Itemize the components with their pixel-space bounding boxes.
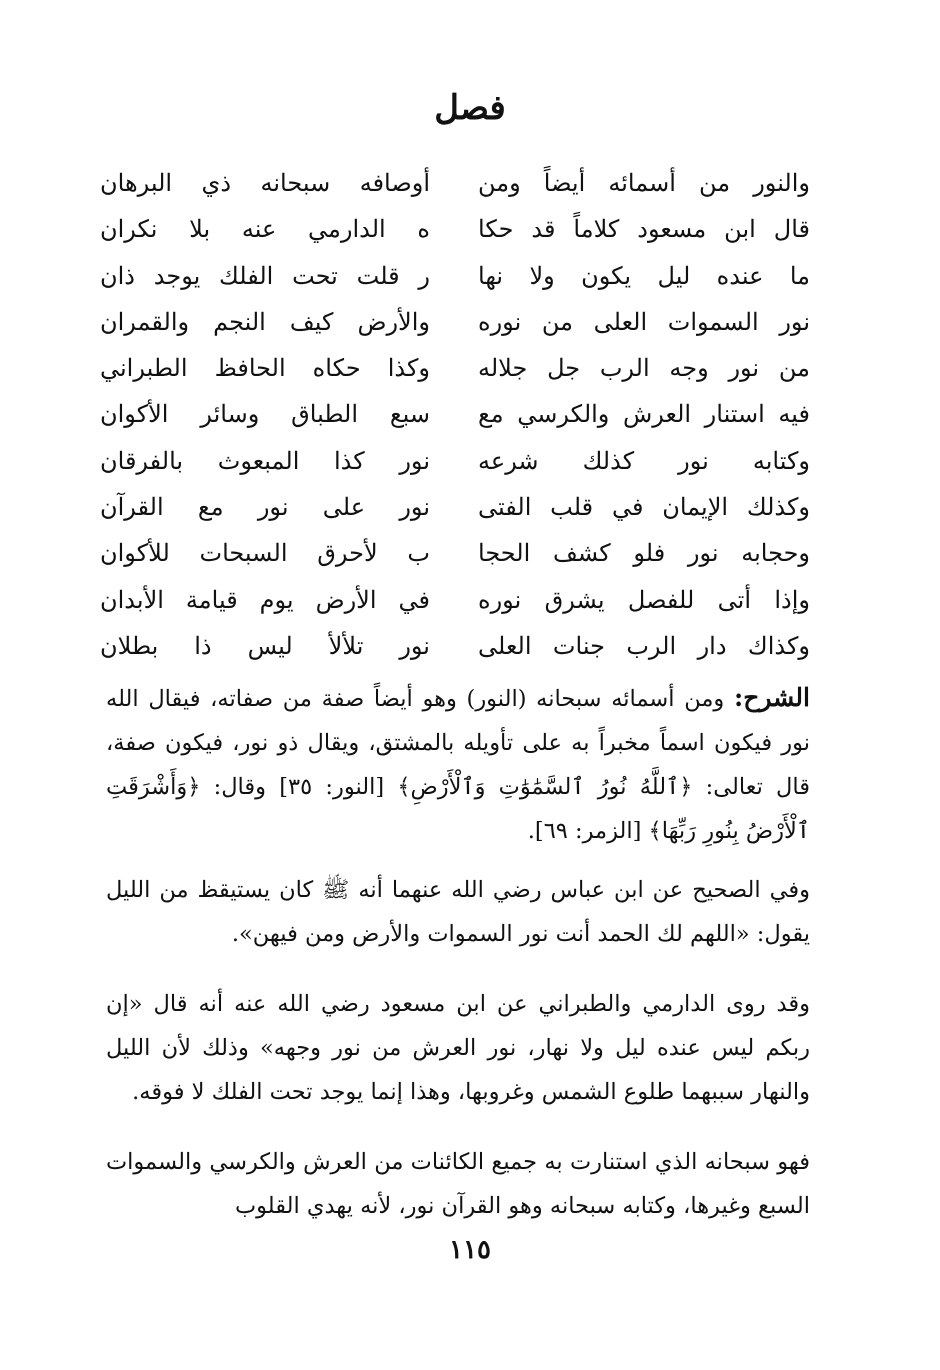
verse-line — [100, 206, 810, 252]
verse-line — [100, 484, 810, 530]
verse-first-hemistich: قال ابن مسعود كلاماً قد حكا — [478, 215, 810, 244]
verse-line — [100, 577, 810, 623]
verse-line — [100, 391, 810, 437]
continuation-paragraph: فهو سبحانه الذي استنارت به جميع الكائنات من العرش والكرسي والسموات السبع وغيرها، وكتابه سبحانه وهو القرآن نور، لأنه يهدي القلوب — [106, 1149, 810, 1219]
commentary-lead: الشرح: — [733, 683, 810, 712]
verse-second-hemistich: في الأرض يوم قيامة الأبدان — [100, 585, 430, 614]
verse-first-hemistich: وكتابه نور كذلك شرعه — [478, 446, 810, 475]
verse-line — [100, 530, 810, 576]
verse-first-hemistich: وإذا أتى للفصل يشرق نوره — [478, 585, 810, 614]
verse-first-hemistich: نور السموات العلى من نوره — [478, 307, 810, 336]
verse-second-hemistich: ه الدارمي عنه بلا نكران — [100, 215, 430, 244]
verse-first-hemistich: وحجابه نور فلو كشف الحجا — [478, 539, 810, 568]
hadith-paragraph: وفي الصحيح عن ابن عباس رضي الله عنهما أنه ﷺ كان يستيقظ من الليل يقول: «اللهم لك الحمد أنت نور السموات والأرض ومن فيهن». — [106, 877, 810, 947]
section-title: فصل — [434, 88, 506, 128]
verse-second-hemistich: نور على نور مع القرآن — [100, 493, 430, 522]
verse-second-hemistich: نور تلألأ ليس ذا بطلان — [100, 631, 430, 660]
verse-line — [100, 438, 810, 484]
verse-first-hemistich: فيه استنار العرش والكرسي مع — [478, 400, 810, 429]
verse-line — [100, 160, 810, 206]
verse-first-hemistich: وكذاك دار الرب جنات العلى — [478, 631, 810, 660]
page-number: ١١٥ — [449, 1235, 491, 1265]
verse-second-hemistich: سبع الطباق وسائر الأكوان — [100, 400, 430, 429]
verse-first-hemistich: وكذلك الإيمان في قلب الفتى — [478, 493, 810, 522]
verse-line — [100, 623, 810, 669]
poem-verses — [100, 160, 810, 669]
verse-line — [100, 299, 810, 345]
verse-second-hemistich: نور كذا المبعوث بالفرقان — [100, 446, 430, 475]
verse-second-hemistich: ر قلت تحت الفلك يوجد ذان — [100, 261, 430, 290]
commentary-text: ومن أسمائه سبحانه (النور) وهو أيضاً صفة من صفاته، فيقال الله نور فيكون اسماً مخبراً به على تأويله بالمشتق، ويقال ذو نور، فيكون صفة، قال تعالى: ﴿ٱللَّهُ نُورُ ٱلسَّمَٰوَٰتِ وَٱلْأَرْضِ﴾ [النور: ٣٥] وقال: ﴿وَأَشْرَقَتِ ٱلْأَرْضُ بِنُورِ رَبِّهَا﴾ [الزمر: ٦٩]. — [106, 686, 810, 844]
verse-second-hemistich: ب لأحرق السبحات للأكوان — [100, 539, 430, 568]
verse-second-hemistich: وكذا حكاه الحافظ الطبراني — [100, 354, 430, 383]
narration-paragraph: وقد روى الدارمي والطبراني عن ابن مسعود رضي الله عنه أنه قال «إن ربكم ليس عنده ليل ولا نهار، نور العرش من نور وجهه» وذلك لأن الليل والنهار سببهما طلوع الشمس وغروبها، وهذا إنما يوجد تحت الفلك لا فوقه. — [106, 991, 810, 1105]
verse-first-hemistich: ما عنده ليل يكون ولا نها — [478, 261, 810, 290]
verse-first-hemistich: والنور من أسمائه أيضاً ومن — [478, 169, 810, 197]
verse-second-hemistich: والأرض كيف النجم والقمران — [100, 307, 430, 336]
verse-first-hemistich: من نور وجه الرب جل جلاله — [478, 354, 810, 383]
verse-line — [100, 345, 810, 391]
verse-line — [100, 253, 810, 299]
verse-second-hemistich: أوصافه سبحانه ذي البرهان — [100, 169, 430, 197]
commentary-paragraph — [106, 676, 810, 853]
